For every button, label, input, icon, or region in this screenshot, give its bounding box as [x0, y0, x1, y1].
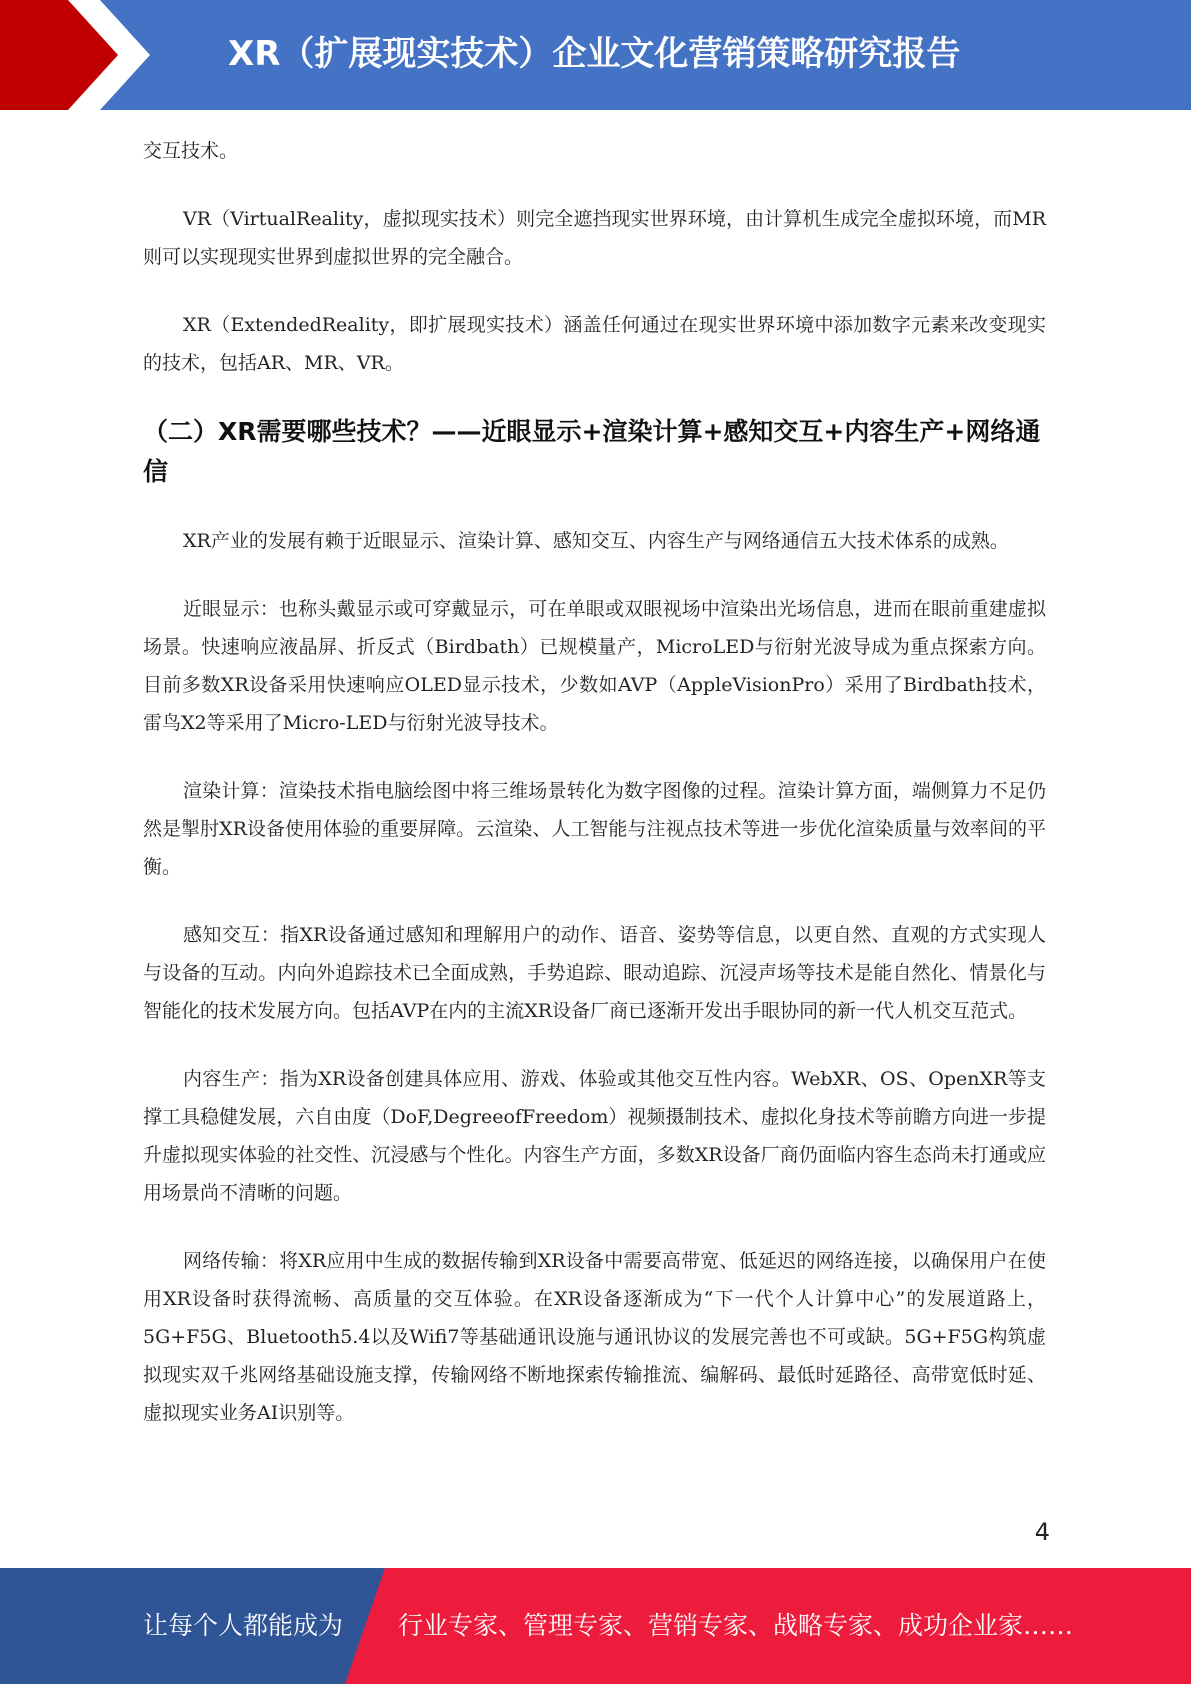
document-body [143, 132, 1046, 1462]
paragraph-perception-interaction: 感知交互：指XR设备通过感知和理解用户的动作、语音、姿势等信息，以更自然、直观的方式实现人与设备的互动。内向外追踪技术已全面成熟，手势追踪、眼动追踪、沉浸声场等技术是能自然化、情景化与智能化的技术发展方向。包括AVP在内的主流XR设备厂商已逐渐开发出手眼协同的新一代人机交互范式。 [143, 924, 1046, 1022]
paragraph-rendering: 渲染计算：渲染技术指电脑绘图中将三维场景转化为数字图像的过程。渲染计算方面，端侧算力不足仍然是掣肘XR设备使用体验的重要屏障。云渲染、人工智能与注视点技术等进一步优化渲染质量与效率间的平衡。 [143, 780, 1046, 878]
paragraph-xr: XR（ExtendedReality，即扩展现实技术）涵盖任何通过在现实世界环境中添加数字元素来改变现实的技术，包括AR、MR、VR。 [143, 314, 1046, 374]
paragraph-xr-industry: XR产业的发展有赖于近眼显示、渲染计算、感知交互、内容生产与网络通信五大技术体系的成熟。 [183, 530, 1009, 552]
paragraph-continuation: 交互技术。 [143, 140, 239, 162]
paragraph-vr: VR（VirtualReality，虚拟现实技术）则完全遮挡现实世界环境，由计算机生成完全虚拟环境，而MR则可以实现现实世界到虚拟世界的完全融合。 [143, 208, 1046, 268]
page-header [0, 0, 1191, 110]
page-footer [0, 1568, 1191, 1684]
paragraph-network-transmission: 网络传输：将XR应用中生成的数据传输到XR设备中需要高带宽、低延迟的网络连接，以确保用户在使用XR设备时获得流畅、高质量的交互体验。在XR设备逐渐成为“下一代个人计算中心”的发展道路上，5G+F5G、Bluetooth5.4以及Wifi7等基础通讯设施与通讯协议的发展完善也不可或缺。5G+F5G构筑虚拟现实双千兆网络基础设施支撑，传输网络不断地探索传输推流、编解码、最低时延路径、高带宽低时延、虚拟现实业务AI识别等。 [143, 1250, 1046, 1424]
footer-slogan-left: 让每个人都能成为 [143, 1611, 344, 1640]
section-heading: （二）XR需要哪些技术？——近眼显示+渲染计算+感知交互+内容生产+网络通信 [143, 417, 1041, 486]
header-title: XR（扩展现实技术）企业文化营销策略研究报告 [228, 34, 961, 74]
paragraph-near-eye-display: 近眼显示：也称头戴显示或可穿戴显示，可在单眼或双眼视场中渲染出光场信息，进而在眼前重建虚拟场景。快速响应液晶屏、折反式（Birdbath）已规模量产，MicroLED与衍射光波导成为重点探索方向。目前多数XR设备采用快速响应OLED显示技术，少数如AVP（AppleVisionPro）采用了Birdbath技术，雷鸟X2等采用了Micro-LED与衍射光波导技术。 [143, 598, 1046, 734]
paragraph-content-production: 内容生产：指为XR设备创建具体应用、游戏、体验或其他交互性内容。WebXR、OS、OpenXR等支撑工具稳健发展，六自由度（DoF,DegreeofFreedom）视频摄制技术、虚拟化身技术等前瞻方向进一步提升虚拟现实体验的社交性、沉浸感与个性化。内容生产方面，多数XR设备厂商仍面临内容生态尚未打通或应用场景尚不清晰的问题。 [143, 1068, 1046, 1204]
footer-slogan-right: 行业专家、管理专家、营销专家、战略专家、成功企业家…… [398, 1611, 1074, 1640]
page-number: 4 [1034, 1518, 1050, 1546]
